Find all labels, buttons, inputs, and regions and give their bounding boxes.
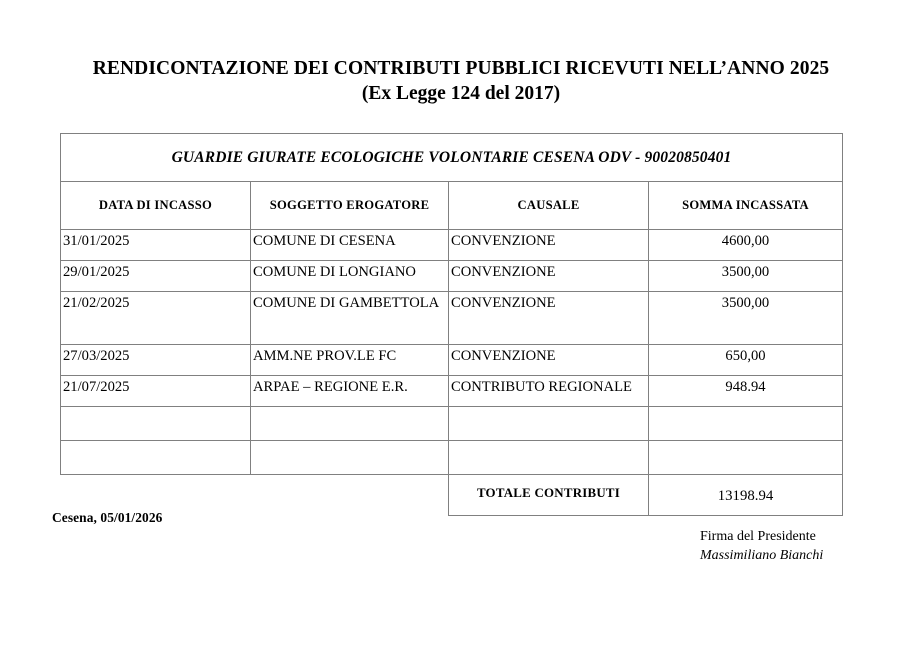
cell-reason xyxy=(449,261,649,292)
cell-payer xyxy=(251,407,449,441)
table-row xyxy=(61,230,843,261)
cell-amount-text: 4600,00 xyxy=(721,233,770,249)
cell-reason xyxy=(449,376,649,407)
cell-date xyxy=(61,261,251,292)
table-row xyxy=(61,261,843,292)
organization-header: GUARDIE GIURATE ECOLOGICHE VOLONTARIE CESENA ODV - 90020850401 xyxy=(61,134,843,182)
cell-amount xyxy=(649,376,843,407)
cell-date-text: 27/03/2025 xyxy=(63,348,130,364)
cell-amount xyxy=(649,345,843,376)
total-label: TOTALE CONTRIBUTI xyxy=(476,486,621,500)
cell-reason-text xyxy=(449,441,648,444)
cell-amount-text: 3500,00 xyxy=(721,264,770,280)
cell-amount xyxy=(649,407,843,441)
cell-date xyxy=(61,292,251,345)
total-spacer-right xyxy=(251,475,449,516)
page-title-line-2: (Ex Legge 124 del 2017) xyxy=(361,82,561,104)
cell-date xyxy=(61,345,251,376)
contributions-table xyxy=(60,133,843,516)
organization-header-row xyxy=(61,134,843,182)
cell-date xyxy=(61,230,251,261)
cell-reason xyxy=(449,441,649,475)
cell-reason-text: CONVENZIONE xyxy=(451,348,556,364)
cell-payer-text xyxy=(251,407,448,410)
cell-amount xyxy=(649,292,843,345)
cell-payer-text: COMUNE DI GAMBETTOLA xyxy=(253,295,440,311)
cell-reason xyxy=(449,345,649,376)
table-row-empty xyxy=(61,441,843,475)
total-value: 13198.94 xyxy=(717,488,774,504)
cell-reason xyxy=(449,292,649,345)
cell-payer xyxy=(251,292,449,345)
column-header-payer: SOGGETTO EROGATORE xyxy=(251,182,449,230)
cell-payer-text: ARPAE – REGIONE E.R. xyxy=(253,379,408,395)
total-label-cell xyxy=(449,475,649,516)
cell-payer-text xyxy=(251,441,448,444)
cell-payer-text: COMUNE DI CESENA xyxy=(253,233,396,249)
table-row-empty xyxy=(61,407,843,441)
cell-date xyxy=(61,441,251,475)
table-row xyxy=(61,345,843,376)
cell-reason xyxy=(449,407,649,441)
cell-amount-text: 3500,00 xyxy=(721,295,770,311)
cell-reason-text: CONVENZIONE xyxy=(451,233,556,249)
cell-date xyxy=(61,376,251,407)
cell-reason-text: CONVENZIONE xyxy=(451,264,556,280)
cell-date-text: 21/07/2025 xyxy=(63,379,130,395)
cell-payer-text: COMUNE DI LONGIANO xyxy=(253,264,416,280)
cell-reason-text xyxy=(449,407,648,410)
column-header-date: DATA DI INCASSO xyxy=(61,182,251,230)
cell-reason xyxy=(449,230,649,261)
cell-payer-text: AMM.NE PROV.LE FC xyxy=(253,348,397,364)
cell-reason-text: CONTRIBUTO REGIONALE xyxy=(451,379,632,395)
cell-amount-text: 948.94 xyxy=(725,379,766,395)
signature-role: Firma del Presidente xyxy=(700,529,816,544)
page-title xyxy=(0,57,922,107)
cell-amount-text: 650,00 xyxy=(725,348,766,364)
cell-date-text: 31/01/2025 xyxy=(63,233,130,249)
total-value-cell xyxy=(649,475,843,516)
table-row xyxy=(61,376,843,407)
total-row xyxy=(61,475,843,516)
cell-amount-text xyxy=(649,441,842,444)
column-header-amount: SOMMA INCASSATA xyxy=(649,182,843,230)
table-row xyxy=(61,292,843,345)
cell-date-text xyxy=(61,407,250,410)
cell-payer xyxy=(251,230,449,261)
column-header-reason: CAUSALE xyxy=(449,182,649,230)
cell-payer xyxy=(251,441,449,475)
cell-payer xyxy=(251,261,449,292)
cell-date-text xyxy=(61,441,250,444)
cell-amount xyxy=(649,261,843,292)
cell-amount xyxy=(649,441,843,475)
cell-date-text: 29/01/2025 xyxy=(63,264,130,280)
cell-date xyxy=(61,407,251,441)
cell-amount xyxy=(649,230,843,261)
cell-payer xyxy=(251,345,449,376)
signature-name: Massimiliano Bianchi xyxy=(700,547,824,563)
cell-date-text: 21/02/2025 xyxy=(63,295,130,311)
cell-amount-text xyxy=(649,407,842,410)
cell-reason-text: CONVENZIONE xyxy=(451,295,556,311)
cell-payer xyxy=(251,376,449,407)
place-and-date: Cesena, 05/01/2026 xyxy=(52,510,163,525)
page-title-line-1: RENDICONTAZIONE DEI CONTRIBUTI PUBBLICI RICEVUTI NELL’ANNO 2025 xyxy=(92,58,830,79)
signature-block xyxy=(700,528,823,565)
column-header-row xyxy=(61,182,843,230)
